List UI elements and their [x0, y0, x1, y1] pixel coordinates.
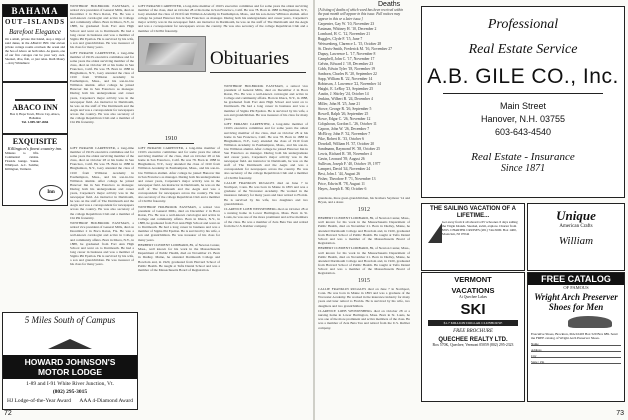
- death-entry: Lewis, Richard R. '38, November 4: [318, 152, 372, 156]
- bahama-ad: [2, 4, 68, 82]
- unique-crafts-ad: [527, 203, 625, 271]
- death-entry: Cobb, Edwin Tyler '18, November 19: [318, 67, 375, 71]
- sailing-body: Get away from it all aboard a 65' schooner. 6 days sailing the Virgin Islands. Snorkel, swim, explore. Charter from $595. CHARTER CRUISES (201) 744-5600. Box 1400, Montclair, NJ 07042: [442, 220, 518, 236]
- death-entry: Weissenberg, Clarence L. '15, October 28: [318, 42, 382, 46]
- gile-town: Hanover, N.H. 03755: [480, 114, 566, 124]
- obit-text: WINTHROP HOLBROOK EASTMAN, a retired vice president of General Mills, died on December 2 in Boca Raton, Fla. He was a well-known cartologist and active in College and community affairs. Born in Ithaca, N.Y., in 1888, he graduated from Fort Ann High School and went on to Dartmouth. He had a long career in business and was a member of Sigma Phi Epsilon. He is survived by his wife, a son and grandchildren. He was treasurer of his class for many years.: [70, 4, 134, 49]
- death-entry: Sullivan, Joseph F. '40, October 19, 1977: [318, 162, 381, 166]
- death-entry: Ruggles, Clyde F. '15, June 7: [318, 37, 363, 41]
- obit-text-col1-top: [70, 4, 134, 134]
- vermont-title1: VERMONT: [454, 275, 492, 284]
- death-entry: Hayes, Joseph E. '80, October 6: [318, 187, 367, 191]
- obit-text: HERBERT CLEMENT LOMBARD, 89, of Newton Center, Mass., well known for his work in the Massachusetts Department of Public Health, died on November 21. Born in Dudley, Maine, he attended Dartmouth College and Bowdoin and, in 1920, graduated from Harvard School of Public Health. He taught at Tufts Dental School and was a member of the Massachusetts Board of Registration.: [138, 243, 220, 272]
- obit-col1: [70, 146, 134, 308]
- hj-top-line: 5 Miles South of Campus: [24, 315, 116, 325]
- bahama-title: BAHAMA: [3, 5, 67, 17]
- abaco-inn-ad: [2, 82, 68, 134]
- catalog-brand: Wright Arch Preserver Shoes for Men: [534, 292, 618, 312]
- unique-subtitle: American Crafts: [559, 224, 593, 229]
- abaco-phone: Tel. 1-809-367-2666: [21, 120, 49, 124]
- inn-logo-icon: Inn: [39, 185, 63, 201]
- abaco-name: ABACO INN: [12, 103, 58, 112]
- hj-address: 1-89 and I-91 White River Junction, Vt.: [26, 381, 114, 387]
- clubhouse-box: $1.7 MILLION DOLLAR CLUBHOUSE: [428, 320, 518, 326]
- death-entry: Capron, John W. '26, December 7: [318, 127, 370, 131]
- death-entry: Eastman, Whitney H. '10, December 2: [318, 27, 377, 31]
- catalog-title: FREE CATALOG: [528, 273, 624, 285]
- free-catalog-ad: [527, 272, 625, 402]
- sailing-title: THE SAILING VACATION OF A LIFETIME...: [430, 206, 516, 219]
- gile-company-name: A.B. GILE CO., Inc.: [427, 65, 619, 88]
- deaths-heading: Deaths: [378, 1, 401, 8]
- catalog-form: [528, 342, 624, 364]
- death-entry: Dupuy, Lawrence L. '17, November 8: [318, 52, 376, 56]
- exquisite-name: EXQUISITE: [12, 137, 58, 146]
- obit-continued-text: [138, 4, 308, 32]
- gile-real-estate-ad: [421, 6, 625, 198]
- death-entry: Best, John J. '44, August 26: [318, 172, 361, 176]
- death-entry: Lombard, H. C. '12, November 21: [318, 32, 371, 36]
- unique-brand: William: [558, 235, 594, 247]
- hj-name2: MOTOR LODGE: [37, 367, 103, 377]
- gile-street: Main Street: [499, 101, 547, 111]
- death-entry: Fisher, Theodore F. '71, November 13: [318, 177, 376, 181]
- quechee-realty-name: QUECHEE REALTY LTD.: [438, 337, 508, 343]
- left-page: [0, 0, 313, 420]
- obituaries-heading: Obituaries: [210, 48, 290, 69]
- death-entry: Sapp, William R. '22, November 14: [318, 77, 373, 81]
- year-1912-label: 1912: [358, 207, 370, 214]
- obit-col3: [224, 84, 308, 406]
- obit-text: WINTHROP HOLBROOK EASTMAN, a retired vice president of General Mills, died on December 2 in Boca Raton, Fla. He was a well-known cartologist and active in College and community affairs. Born in Ithaca, N.Y., in 1888, he graduated from Fort Ann High School and went on to Dartmouth. He had a long career in business and was a member of Sigma Phi Epsilon. He is survived by his wife, a son and grandchildren. He was treasurer of his class for many years.: [70, 221, 134, 267]
- obit-text: HERBERT CLEMENT LOMBARD, 89, of Newton Center, Mass., well known for his work in the Massachusetts Department of Public Health, died on November 21. Born in Dudley, Maine, he attended Dartmouth College and Bowdoin and, in 1920, graduated from Harvard School of Public Health. He taught at Tufts Dental School and was a member of the Massachusetts Board of Registration.: [318, 246, 410, 275]
- page-number-left: 72: [4, 410, 12, 417]
- dartmouth-flag-photo: [138, 36, 206, 72]
- ski-label: SKI: [460, 301, 486, 318]
- death-entry: Miller, John H. '25, June 21: [318, 102, 361, 106]
- bahama-tagline: Barefoot Elegance: [8, 28, 62, 36]
- death-entry: Lampert, David '44, November 24: [318, 167, 371, 171]
- catalog-form-field[interactable]: Address: [531, 348, 621, 352]
- year-rule: [148, 143, 194, 144]
- death-entry: McElroy, John P. '32, November 7: [318, 132, 371, 136]
- death-entry: Rowell, Ralph '26, September 25: [318, 112, 369, 116]
- howard-johnsons-ad: [2, 312, 138, 410]
- death-entry: Dowdall, William H. '37, October 20: [318, 142, 375, 146]
- death-entry: Jenkins, Wilbert B. '24, December 4: [318, 97, 373, 101]
- catalog-address: Executive Shoes, Brockton, MA 02403 Box 520 Box 689. Send me FREE catalog of Wright Arch Preserver Shoes.: [531, 332, 618, 341]
- exquisite-body: Minutes to lifts. Continental cuisine. Fireside lounge. Sauna. Whirlpool. A.C. Saddler, Killington, Vermont.: [5, 151, 39, 171]
- year-1910-label: 1910: [165, 136, 177, 142]
- inn-illustration-icon: [15, 85, 55, 101]
- obit-text: GIFT ERRAND CARPENTER, a long-time member of 1910's executive committee and for some years the oldest surviving member of the class, died on October 28 at his home in San Francisco, Calif. He was 78. Born in 1888 in Binghamton, N.Y., Gary attended the class of 1910 from Williston Academy in Easthampton, Mass., and his son-in-law Williston alumni. After college he joined Hanover Inn in San Francisco as manager. During both his undergraduate and career years, Carpenter's major activity was in the newspaper field. An instructor in Dartmouth, he was on the staff of The Dartmouth and the Aegis and was a correspondent for newspapers across the country. He was also secretary of the college Republican Club and a member of Chi Phi fraternity.: [138, 4, 308, 33]
- death-entry: Haight, E. LeRoy '23, September 25: [318, 87, 374, 91]
- obit-text: CALLIE FRANKLIN RUGGLES died on June 7 in Northport, Conn. He was born in Maine in 1893 and was a graduate of the Worcester Academy. He worked in the insurance industry for many years and later retired to Florida. He is survived by his wife, two daughters and two grandchildren.: [224, 181, 308, 206]
- vermont-title2: VACATIONS: [451, 286, 495, 295]
- sailing-vacation-ad: [421, 203, 525, 271]
- hj-phone: (802) 295-3015: [52, 389, 88, 395]
- death-entry: Campbell, John C. '17, November 17: [318, 57, 375, 61]
- hj-footer: [3, 395, 137, 407]
- heading-rule: [210, 72, 306, 73]
- abaco-address: Box 0, Hope Town, Elbow Cay, Abaco, Bahamas: [9, 112, 61, 120]
- death-entry: Sandmann, Raymond W. '38, October 25: [318, 147, 381, 151]
- lodge-roof-icon: [48, 329, 92, 349]
- death-entry: Stowe, George R. '26, September 5: [318, 107, 372, 111]
- deaths-list: [318, 22, 410, 192]
- obit-text: WINTHROP HOLBROOK EASTMAN, a retired vice president of General Mills, died on December 2 in Boca Raton, Fla. He was a well-known cartologist and active in College and community affairs. Born in Ithaca, N.Y., in 1888, he graduated from Fort Ann High School and went on to Dartmouth. He had a long career in business and was a member of Sigma Phi Epsilon. He is survived by his wife, a son and grandchildren. He was treasurer of his class for many years.: [138, 204, 220, 242]
- shoe-icon: [568, 316, 612, 328]
- hj-award-left: HJ Lodge-of-the-Year Award: [7, 398, 72, 404]
- death-entry: Austin, J. Shirley '24, October 14: [318, 92, 369, 96]
- exquisite-subtitle: Killington's finest country inn.: [7, 146, 63, 151]
- obit-text: GIFT ERRAND CARPENTER, a long-time member of 1910's executive committee and for some years the oldest surviving member of the class, died on October 28 at his home in San Francisco, Calif. He was 78. Born in 1888 in Binghamton, N.Y., Gary attended the class of 1910 from Williston Academy in Easthampton, Mass., and his son-in-law Williston alumni. After college he joined Hanover Inn in San Francisco as manager. During both his undergraduate and career years, Carpenter's major activity was in the newspaper field. An instructor in Dartmouth, he was on the staff of The Dartmouth and the Aegis and was a correspondent for newspapers across the country. He was also secretary of the college Republican Club and a member of Chi Phi fraternity.: [224, 122, 308, 180]
- catalog-form-field[interactable]: Name: [531, 342, 621, 346]
- death-entry: Colquhoun, Gordon L. '26, October 11: [318, 122, 377, 126]
- gile-pro2: Real Estate Service: [468, 42, 578, 57]
- bahama-body: On a small, private Out Island, atop a ridge of sand dunes, in the ABACO INN. Our eleven private cottage rooms overlook the ocean and the Sea of Abaco on both sides. As guests, one of our five cottages can be your very own. Snorkel, dive, fish, or just relax. Ruth Maury—Jerry Whitehurst: [5, 37, 65, 65]
- catalog-of: OF FAMOUS: [563, 285, 589, 290]
- death-entry: Gelvin, Edward J. '18, December 23: [318, 62, 374, 66]
- obit-text: GIFT ERRAND CARPENTER, a long-time member of 1910's executive committee and for some years the oldest surviving member of the class, died on October 28 at his home in San Francisco, Calif. He was 78. Born in 1888 in Binghamton, N.Y., Gary attended the class of 1910 from Williston Academy in Easthampton, Mass., and his son-in-law Williston alumni. After college he joined Hanover Inn in San Francisco as manager. During both his undergraduate and career years, Carpenter's major activity was in the newspaper field. An instructor in Dartmouth, he was on the staff of The Dartmouth and the Aegis and was a correspondent for newspapers across the country. He was also secretary of the college Republican Club and a member of Chi Phi fraternity.: [70, 146, 134, 220]
- death-entry: Pike, Robert K. '33, October 6: [318, 137, 365, 141]
- obit-text: CLARENCE LOEB WEISSENBERG died on October 28 at a nursing home in Lower Burlington, Mass. Born in St. Louis, he was one of the more prominent and active members of the class. He was a member of Zeta Beta Tau and retired from the U.S. Rubber company.: [318, 309, 410, 330]
- free-brochure: FREE BROCHURE: [453, 329, 493, 334]
- obit-text: CLARENCE LOEB WEISSENBERG died on October 28 at a nursing home in Lower Burlington, Mass. Born in St. Louis, he was one of the more prominent and active members of the class. He was a member of Zeta Beta Tau and retired from the U.S. Rubber company.: [224, 207, 308, 228]
- gile-pro1: Professional: [487, 17, 559, 32]
- obit-text: CALLIE FRANKLIN RUGGLES died on June 7 in Northport, Conn. He was born in Maine in 1893 and was a graduate of the Worcester Academy. He worked in the insurance industry for many years and later retired to Florida. He is survived by his wife, two daughters and two grandchildren.: [318, 287, 410, 308]
- death-entry: Sanborn, Charles B. '20, September 22: [318, 72, 377, 76]
- bahama-title2: OUT–ISLANDS: [4, 18, 65, 26]
- obit-text: grandsons, three great-grandchildren, his brothers Seymour '14 and Bryan, and a sister.: [318, 196, 410, 205]
- gile-since: Since 1871: [500, 163, 546, 174]
- hj-name: HOWARD JOHNSON'S: [24, 357, 116, 367]
- gile-phone: 603-643-4540: [494, 127, 552, 137]
- unique-title: Unique: [556, 208, 596, 223]
- deaths-note: [A listing of deaths of which word has been received within the past month will appear in this issue. Full notices may appear in this or a later issue.]: [318, 8, 404, 21]
- catalog-form-field[interactable]: State / Zip: [531, 360, 621, 364]
- obit-text: HERBERT CLEMENT LOMBARD, 89, of Newton Center, Mass., well known for his work in the Massachusetts Department of Public Health, died on November 21. Born in Dudley, Maine, he attended Dartmouth College and Bowdoin and, in 1920, graduated from Harvard School of Public Health. He taught at Tufts Dental School and was a member of the Massachusetts Board of Registration.: [318, 216, 410, 245]
- death-entry: Rowe, Edgar C. '26, November 12: [318, 117, 371, 121]
- catalog-form-field[interactable]: City: [531, 354, 621, 358]
- hj-name-band: [3, 355, 137, 379]
- hj-award-right: AAA 4-Diamond Award: [79, 398, 133, 404]
- page-number-right: 73: [616, 410, 624, 417]
- obit-col2: [138, 146, 220, 406]
- quechee-realty-address: Box 570K, Quechee, Vermont 05059 (802) 295-2323: [432, 343, 514, 347]
- obit-text: WINTHROP HOLBROOK EASTMAN, a retired vice president of General Mills, died on December 2 in Boca Raton, Fla. He was a well-known cartologist and active in College and community affairs. Born in Ithaca, N.Y., in 1888, he graduated from Fort Ann High School and went on to Dartmouth. He had a long career in business and was a member of Sigma Phi Epsilon. He is survived by his wife, a son and grandchildren. He was treasurer of his class for many years.: [224, 84, 308, 121]
- death-entry: Robinson, J. Lawrence '22, November 14: [318, 82, 381, 86]
- death-entry: Price, Edwin H. '78, August 11: [318, 182, 365, 186]
- obit-text: GIFT ERRAND CARPENTER, a long-time member of 1910's executive committee and for some years the oldest surviving member of the class, died on October 28 at his home in San Francisco, Calif. He was 78. Born in 1888 in Binghamton, N.Y., Gary attended the class of 1910 from Williston Academy in Easthampton, Mass., and his son-in-law Williston alumni. After college he joined Hanover Inn in San Francisco as manager. During both his undergraduate and career years, Carpenter's major activity was in the newspaper field. An instructor in Dartmouth, he was on the staff of The Dartmouth and the Aegis and was a correspondent for newspapers across the country. He was also secretary of the college Republican Club and a member of Chi Phi fraternity.: [138, 146, 220, 204]
- obit-text: GIFT ERRAND CARPENTER, a long-time member of 1910's executive committee and for some years the oldest surviving member of the class, died on October 28 at his home in San Francisco, Calif. He was 78. Born in 1888 in Binghamton, N.Y., Gary attended the class of 1910 from Williston Academy in Easthampton, Mass., and his son-in-law Williston alumni. After college he joined Hanover Inn in San Francisco as manager. During both his undergraduate and career years, Carpenter's major activity was in the newspaper field. An instructor in Dartmouth, he was on the staff of The Dartmouth and the Aegis and was a correspondent for newspapers across the country. He was also secretary of the college Republican Club and a member of Chi Phi fraternity.: [70, 50, 134, 125]
- obit-right-col: [318, 196, 410, 406]
- death-entry: Carpenter, Gay W. '10, November 23: [318, 22, 375, 26]
- gile-services: Real Estate - Insurance: [471, 151, 575, 163]
- death-entry: St. Davis-Smith, Frederick M. '16, November 27: [318, 47, 393, 51]
- year-1915-label: 1915: [358, 278, 370, 285]
- vermont-title3: At Quechee Lakes: [458, 295, 488, 299]
- exquisite-ad: [2, 134, 68, 206]
- death-entry: Gavin, Leonard '39, August 26: [318, 157, 365, 161]
- quechee-vermont-ad: [421, 272, 525, 402]
- gile-rule: [443, 93, 603, 94]
- sailboat-icon: [428, 223, 442, 243]
